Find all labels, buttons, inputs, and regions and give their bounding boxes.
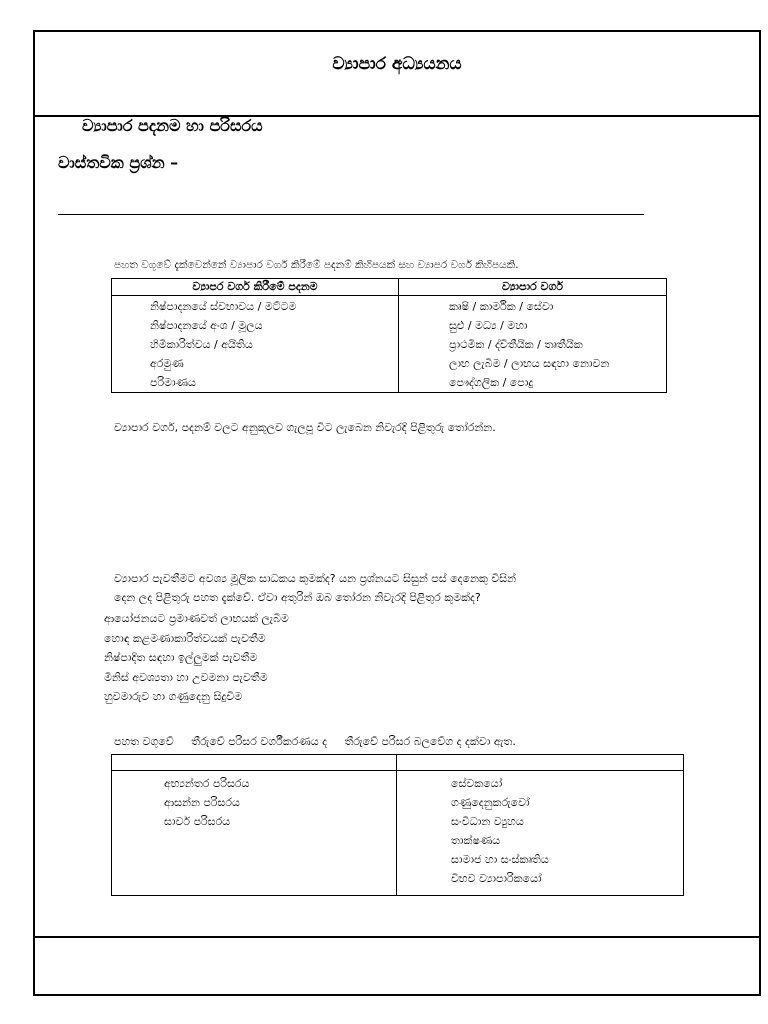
q3-table-right-cell <box>397 771 684 896</box>
list-item: හිමිකාරිත්වය / අයිතිය <box>150 338 253 351</box>
section-divider <box>58 214 644 215</box>
q3-intro: පහත වගුවේ තීරුවේ පරිසර වර්ගීකරණය ද තීරුවේ පරිසර බලවේග ද දක්වා ඇත. <box>114 735 516 748</box>
list-item: අභ්‍යන්තර පරිසරය <box>164 777 250 790</box>
list-item: තාක්ෂණය <box>451 834 501 847</box>
list-item: පරිමාණය <box>150 376 196 389</box>
list-item: හුවමාරුව හා ගණුදෙනු සිදුවීම <box>104 690 243 703</box>
list-item: අරමුණ <box>150 357 184 370</box>
q1-table-header-types: ව්‍යාපාර වර්ග <box>399 279 667 296</box>
list-item: ආයෝජනයට ප්‍රමාණවත් ලාභයක් ලැබීම <box>104 612 289 625</box>
q2-answer-list <box>104 609 289 707</box>
list-item: නිෂ්පාදනයේ ස්වභාවය / මට්ටම <box>150 300 297 313</box>
q2-line-1: ව්‍යාපාර පැවතීමට අවශ්‍ය මූලික සාධකය කුමක්ද? යන ප්‍රශ්නයට සිසුන් පස් දෙනෙකු විසින් <box>114 572 517 585</box>
q2-line-2: දෙන ලද පිළිතුරු පහත දැක්වේ. ඒවා අතුරින් ඔබ තෝරන නිවැරදි පිළිතුර කුමක්ද? <box>114 591 481 604</box>
section-subheading: වාස්තවික ප්‍රශ්න – <box>58 153 179 172</box>
q1-table <box>111 278 667 393</box>
header-box <box>35 32 759 117</box>
list-item: විභව ව්‍යාපාරිකයෝ <box>451 872 542 885</box>
q3-table-left-cell <box>112 771 397 896</box>
q3-table <box>111 754 684 896</box>
q3-table-header-right <box>397 755 684 771</box>
list-item: පෞද්ගලික / පොදු <box>449 376 534 389</box>
list-item: කෘෂි / කාර්මික / සේවා <box>449 300 554 313</box>
list-item: සුළු / මධ්‍ය / මහා <box>449 319 528 332</box>
list-item: ගණුදෙනුකරුවෝ <box>451 796 530 809</box>
q1-table-header-basis: ව්‍යාපර වර්ග කිරීමේ පදනම <box>112 279 399 296</box>
q1-instruction: ව්‍යාපාර වර්ග, පදනම් වලට අනුකූලව ගැලපූ විට ලැබෙන නිවැරදි පිළිතුරු තෝරන්න. <box>114 421 496 434</box>
q1-intro: පහත වගුවේ දැක්වෙන්නේ ව්‍යාපාර වර්ග කිරීමේ පදනම් කිහිපයක් සහ ව්‍යාපර වර්ග කිහිපයකි. <box>114 259 519 271</box>
list-item: හොඳ කළමණාකාරිත්වයක් පැවතීම <box>104 631 266 645</box>
q1-table-right-cell <box>399 296 667 393</box>
list-item: නිෂ්පාදිත සඳහා ඉල්ලුමක් පැවතීම <box>104 651 258 664</box>
footer-divider <box>35 936 759 938</box>
list-item: ආසන්න පරිසරය <box>164 796 240 809</box>
section-heading: ව්‍යාපාර පදනම හා පරිසරය <box>82 116 263 135</box>
list-item: ලාභ ලැබීම / ලාභය සඳහා නොවන <box>449 357 610 370</box>
list-item: සංවිධාන ව්‍යුහය <box>451 815 524 828</box>
list-item: සාමාජ හා සංස්කෘතිය <box>451 853 549 866</box>
q1-table-left-cell <box>112 296 399 393</box>
list-item: ප්‍රාථමික / ද්විතීයික / තෘතීයික <box>449 338 583 351</box>
list-item: සාර්ව පරිසරය <box>164 815 231 828</box>
list-item: මිනිස් අවශ්‍යතා හා උවමනා පැවතීම <box>104 670 268 684</box>
document-title: ව්‍යාපාර අධ්‍යයනය <box>332 54 462 74</box>
list-item: නිෂ්පාදනයේ අංශ / මූලය <box>150 319 263 332</box>
list-item: සේවකයෝ <box>451 777 503 790</box>
q3-table-header-left <box>112 755 397 771</box>
